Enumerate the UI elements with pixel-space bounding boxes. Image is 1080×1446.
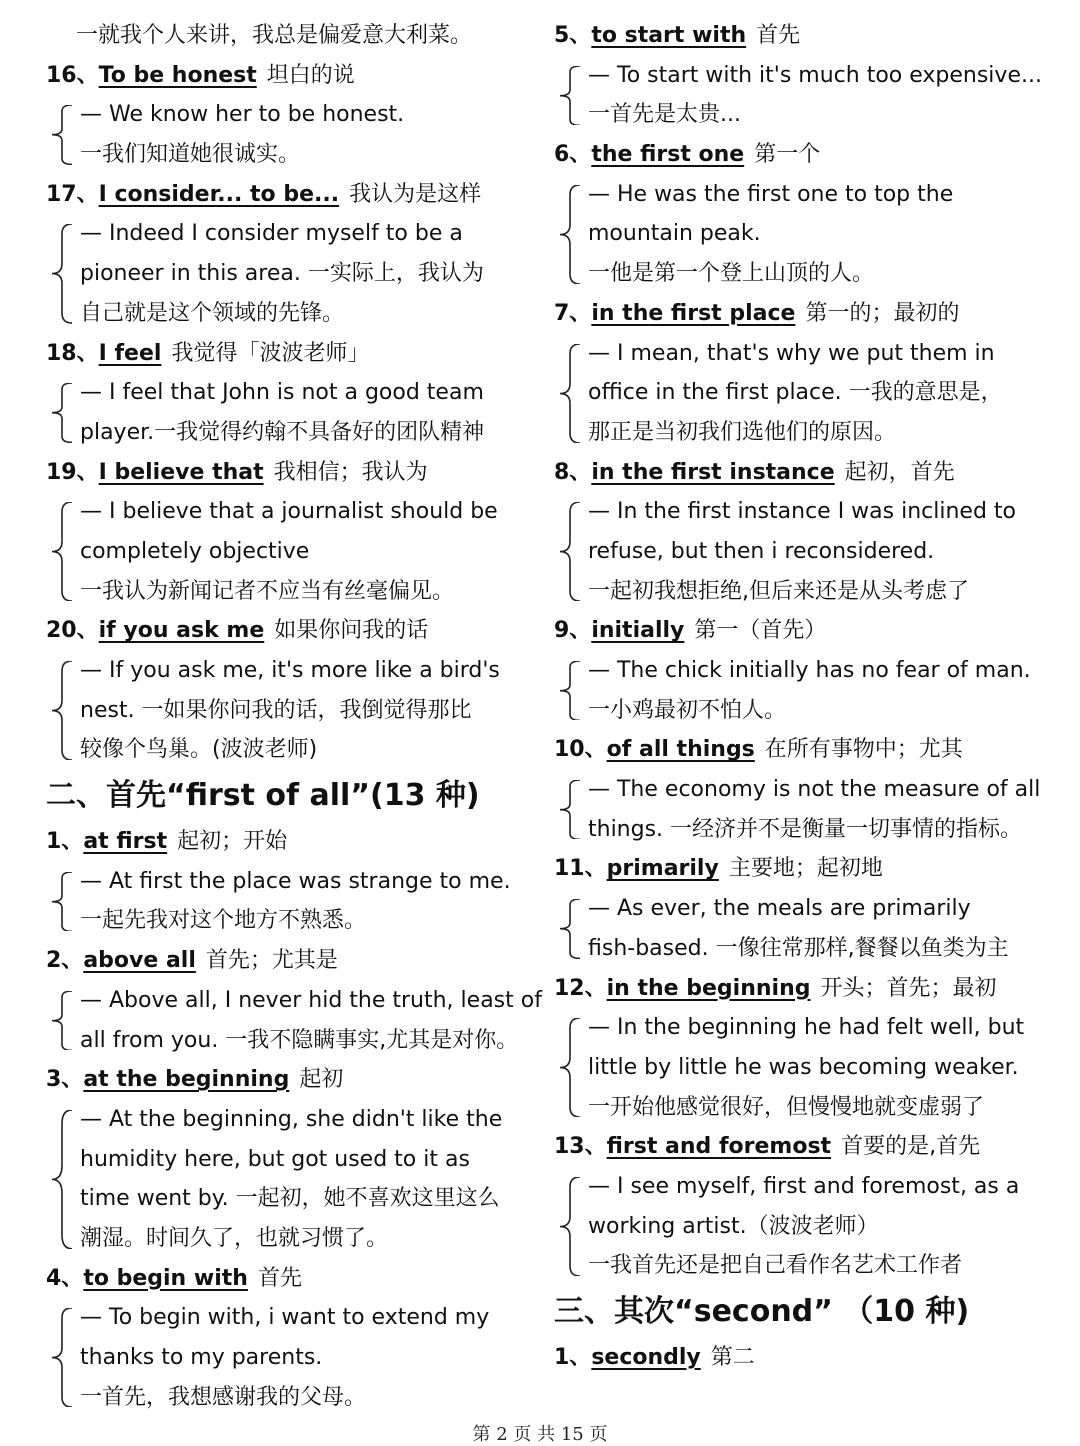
phrase-heading bbox=[554, 1338, 1044, 1378]
phrase-entry bbox=[554, 1127, 1044, 1286]
phrase-entry bbox=[46, 175, 536, 334]
phrase-number: 2、 bbox=[46, 948, 84, 974]
phrase-number: 13、 bbox=[554, 1134, 607, 1160]
phrase-entry bbox=[554, 611, 1044, 730]
phrase-heading bbox=[46, 1259, 536, 1299]
phrase-meaning: 首先 bbox=[756, 23, 801, 48]
phrase-term: first and foremost bbox=[606, 1134, 832, 1160]
phrase-number: 6、 bbox=[554, 142, 592, 168]
phrase-term: to start with bbox=[591, 23, 747, 48]
example-block bbox=[554, 889, 1044, 968]
example-line: humidity here, but got used to it as bbox=[80, 1146, 470, 1172]
example-line: — As ever, the meals are primarily bbox=[588, 896, 971, 922]
phrase-heading bbox=[554, 730, 1044, 770]
phrase-entry bbox=[554, 730, 1044, 849]
example-block bbox=[46, 1298, 536, 1417]
curly-brace-icon bbox=[50, 105, 74, 164]
curly-brace-icon bbox=[558, 661, 582, 720]
curly-brace-icon bbox=[558, 502, 582, 601]
phrase-heading bbox=[554, 969, 1044, 1009]
phrase-number: 1、 bbox=[554, 1345, 592, 1370]
phrase-heading bbox=[554, 611, 1044, 651]
example-block bbox=[554, 492, 1044, 611]
phrase-term: secondly bbox=[591, 1345, 701, 1370]
phrase-meaning: 首要的是,首先 bbox=[841, 1134, 981, 1160]
phrase-term: at first bbox=[83, 829, 168, 855]
example-line: mountain peak. bbox=[588, 221, 761, 247]
phrase-entry bbox=[554, 294, 1044, 453]
phrase-entry bbox=[46, 334, 536, 453]
example-line: thanks to my parents. bbox=[80, 1345, 323, 1370]
phrase-entry bbox=[46, 453, 536, 612]
phrase-number: 12、 bbox=[554, 975, 607, 1001]
curly-brace-icon bbox=[558, 899, 582, 958]
example-line: 一我认为新闻记者不应当有丝毫偏见。 bbox=[80, 578, 455, 604]
example-line: player.一我觉得约翰不具备好的团队精神 bbox=[80, 419, 485, 445]
phrase-heading bbox=[46, 453, 536, 493]
example-line: completely objective bbox=[80, 538, 310, 564]
example-block bbox=[554, 1008, 1044, 1127]
curly-brace-icon bbox=[558, 1018, 582, 1117]
example-block bbox=[554, 334, 1044, 453]
example-line: 一首先，我想感谢我的父母。 bbox=[80, 1384, 367, 1410]
curly-brace-icon bbox=[50, 1110, 74, 1249]
phrase-term: at the beginning bbox=[83, 1067, 290, 1093]
phrase-number: 16、 bbox=[46, 62, 99, 88]
phrase-number: 7、 bbox=[554, 300, 592, 326]
phrase-entry bbox=[46, 1060, 536, 1258]
page-footer: 第 2 页 共 15 页 bbox=[472, 1424, 608, 1445]
example-block bbox=[46, 981, 542, 1060]
curly-brace-icon bbox=[558, 66, 582, 125]
curly-brace-icon bbox=[558, 344, 582, 443]
phrase-meaning: 如果你问我的话 bbox=[274, 618, 429, 644]
example-line: — Above all, I never hid the truth, least of bbox=[80, 987, 542, 1013]
phrase-term: To be honest bbox=[98, 62, 257, 88]
phrase-term: if you ask me bbox=[98, 618, 265, 644]
example-line: refuse, but then i reconsidered. bbox=[588, 538, 935, 564]
phrase-number: 10、 bbox=[554, 737, 607, 763]
phrase-number: 4、 bbox=[46, 1265, 84, 1291]
example-line: office in the first place. 一我的意思是， bbox=[588, 380, 1003, 406]
example-block bbox=[46, 492, 536, 611]
phrase-number: 19、 bbox=[46, 459, 99, 485]
example-line: 较像个鸟巢。(波波老师) bbox=[80, 737, 318, 763]
phrase-number: 17、 bbox=[46, 181, 99, 207]
section-title: 三、其次“second” （10 种) bbox=[554, 1294, 970, 1329]
curly-brace-icon bbox=[50, 991, 74, 1050]
phrase-number: 1、 bbox=[46, 829, 84, 855]
phrase-heading bbox=[46, 822, 536, 862]
example-line: — In the first instance I was inclined to bbox=[588, 499, 1017, 525]
phrase-entry bbox=[554, 16, 1044, 135]
example-line: — At first the place was strange to me. bbox=[80, 868, 511, 894]
phrase-number: 11、 bbox=[554, 856, 607, 882]
phrase-entry bbox=[46, 1259, 536, 1418]
example-line: — In the beginning he had felt well, but bbox=[588, 1015, 1025, 1041]
example-line: 一开始他感觉很好，但慢慢地就变虚弱了 bbox=[588, 1094, 985, 1120]
phrase-number: 20、 bbox=[46, 618, 99, 644]
example-block bbox=[46, 1100, 536, 1259]
curly-brace-icon bbox=[50, 1308, 74, 1407]
curly-brace-icon bbox=[50, 502, 74, 601]
phrase-meaning: 首先；尤其是 bbox=[205, 948, 338, 974]
phrase-meaning: 第二 bbox=[710, 1345, 755, 1370]
example-line: — We know her to be honest. bbox=[80, 102, 405, 128]
phrase-meaning: 开头；首先；最初 bbox=[820, 975, 997, 1001]
example-block bbox=[46, 862, 536, 941]
phrase-meaning: 我觉得「波波老师」 bbox=[171, 340, 370, 366]
phrase-term: initially bbox=[591, 618, 685, 644]
phrase-number: 18、 bbox=[46, 340, 99, 366]
phrase-term: I feel bbox=[98, 340, 162, 366]
phrase-entry bbox=[46, 822, 536, 941]
phrase-heading bbox=[554, 849, 1044, 889]
example-block bbox=[46, 214, 536, 333]
phrase-entry bbox=[554, 969, 1044, 1128]
example-block bbox=[46, 651, 536, 770]
example-line: nest. 一如果你问我的话，我倒觉得那比 bbox=[80, 697, 472, 723]
phrase-term: in the first place bbox=[591, 300, 796, 326]
phrase-heading bbox=[46, 56, 536, 96]
phrase-term: to begin with bbox=[83, 1265, 248, 1291]
example-line: all from you. 一我不隐瞒事实,尤其是对你。 bbox=[80, 1027, 519, 1053]
continued-text: 一就我个人来讲，我总是偏爱意大利菜。 bbox=[76, 23, 473, 48]
phrase-meaning: 我认为是这样 bbox=[349, 181, 482, 207]
example-block bbox=[554, 1167, 1044, 1286]
phrase-heading bbox=[554, 453, 1044, 493]
phrase-heading bbox=[554, 294, 1044, 334]
curly-brace-icon bbox=[50, 661, 74, 760]
phrase-entry bbox=[554, 453, 1044, 612]
example-line: — If you ask me, it's more like a bird's bbox=[80, 658, 500, 683]
example-line: 一首先是太贵... bbox=[588, 102, 741, 128]
phrase-heading bbox=[46, 941, 536, 981]
phrase-entry bbox=[46, 941, 542, 1060]
example-line: 一我首先还是把自己看作名艺术工作者 bbox=[588, 1253, 963, 1279]
phrase-term: in the beginning bbox=[606, 975, 811, 1001]
curly-brace-icon bbox=[558, 780, 582, 839]
phrase-term: of all things bbox=[606, 737, 755, 763]
example-line: time went by. 一起初，她不喜欢这里这么 bbox=[80, 1186, 500, 1212]
phrase-term: I believe that bbox=[98, 459, 264, 485]
phrase-entry bbox=[554, 849, 1044, 968]
curly-brace-icon bbox=[50, 872, 74, 931]
example-line: — At the beginning, she didn't like the bbox=[80, 1106, 503, 1132]
example-line: fish-based. 一像往常那样,餐餐以鱼类为主 bbox=[588, 935, 1009, 961]
phrase-meaning: 坦白的说 bbox=[266, 62, 355, 88]
phrase-number: 5、 bbox=[554, 23, 592, 48]
example-line: pioneer in this area. 一实际上，我认为 bbox=[80, 261, 484, 287]
example-line: 一起初我想拒绝,但后来还是从头考虑了 bbox=[588, 578, 969, 604]
example-line: — The economy is not the measure of all bbox=[588, 777, 1041, 803]
example-line: 潮湿。时间久了，也就习惯了。 bbox=[80, 1225, 389, 1251]
phrase-entry bbox=[554, 135, 1044, 294]
phrase-entry bbox=[554, 1338, 1044, 1378]
phrase-meaning: 第一（首先） bbox=[694, 618, 827, 644]
phrase-meaning: 第一个 bbox=[754, 142, 821, 168]
example-line: 一起先我对这个地方不熟悉。 bbox=[80, 908, 367, 934]
phrase-meaning: 起初；开始 bbox=[177, 829, 288, 855]
curly-brace-icon bbox=[558, 185, 582, 284]
phrase-heading bbox=[46, 334, 536, 374]
phrase-term: primarily bbox=[606, 856, 719, 882]
example-line: 一他是第一个登上山顶的人。 bbox=[588, 261, 875, 287]
phrase-heading bbox=[554, 1127, 1044, 1167]
left-column bbox=[46, 16, 542, 1417]
phrase-term: in the first instance bbox=[591, 459, 835, 485]
phrase-number: 9、 bbox=[554, 618, 592, 644]
example-line: — I mean, that's why we put them in bbox=[588, 340, 995, 366]
example-line: little by little he was becoming weaker. bbox=[588, 1054, 1019, 1080]
example-block bbox=[554, 651, 1044, 730]
phrase-heading bbox=[46, 611, 536, 651]
phrase-heading bbox=[46, 1060, 536, 1100]
phrase-meaning: 第一的；最初的 bbox=[805, 300, 960, 326]
phrase-entry bbox=[46, 611, 536, 770]
example-line: 自己就是这个领域的先锋。 bbox=[80, 300, 345, 326]
phrase-term: I consider... to be... bbox=[98, 181, 340, 207]
example-line: working artist.（波波老师） bbox=[588, 1213, 879, 1239]
example-block bbox=[554, 56, 1044, 135]
right-column bbox=[554, 16, 1044, 1378]
curly-brace-icon bbox=[558, 1177, 582, 1276]
curly-brace-icon bbox=[50, 224, 74, 323]
phrase-heading bbox=[554, 135, 1044, 175]
phrase-entry bbox=[46, 56, 536, 175]
example-block bbox=[554, 175, 1044, 294]
phrase-number: 8、 bbox=[554, 459, 592, 485]
curly-brace-icon bbox=[50, 383, 74, 442]
example-block bbox=[46, 373, 536, 452]
example-block bbox=[554, 770, 1044, 849]
phrase-meaning: 起初 bbox=[299, 1067, 344, 1093]
phrase-meaning: 起初，首先 bbox=[844, 459, 955, 485]
example-block bbox=[46, 95, 536, 174]
phrase-heading bbox=[554, 16, 1044, 56]
example-line: 那正是当初我们选他们的原因。 bbox=[588, 419, 897, 445]
example-line: — I see myself, first and foremost, as a bbox=[588, 1173, 1020, 1199]
example-line: — Indeed I consider myself to be a bbox=[80, 221, 463, 247]
example-line: — I believe that a journalist should be bbox=[80, 499, 498, 525]
example-line: — The chick initially has no fear of man. bbox=[588, 658, 1031, 683]
example-line: — To start with it's much too expensive... bbox=[588, 62, 1042, 88]
example-line: — To begin with, i want to extend my bbox=[80, 1305, 490, 1331]
example-line: things. 一经济并不是衡量一切事情的指标。 bbox=[588, 816, 1023, 842]
phrase-meaning: 主要地；起初地 bbox=[728, 856, 883, 882]
phrase-term: above all bbox=[83, 948, 196, 974]
example-line: 一我们知道她很诚实。 bbox=[80, 142, 301, 168]
example-line: 一小鸡最初不怕人。 bbox=[588, 697, 787, 723]
example-line: — He was the first one to top the bbox=[588, 181, 954, 207]
example-line: — I feel that John is not a good team bbox=[80, 380, 484, 406]
phrase-meaning: 首先 bbox=[257, 1265, 302, 1291]
phrase-meaning: 我相信；我认为 bbox=[273, 459, 428, 485]
phrase-number: 3、 bbox=[46, 1067, 84, 1093]
phrase-heading bbox=[46, 175, 536, 215]
phrase-term: the first one bbox=[591, 142, 745, 168]
section-title: 二、首先“first of all”(13 种) bbox=[46, 778, 480, 814]
phrase-meaning: 在所有事物中；尤其 bbox=[764, 737, 963, 763]
